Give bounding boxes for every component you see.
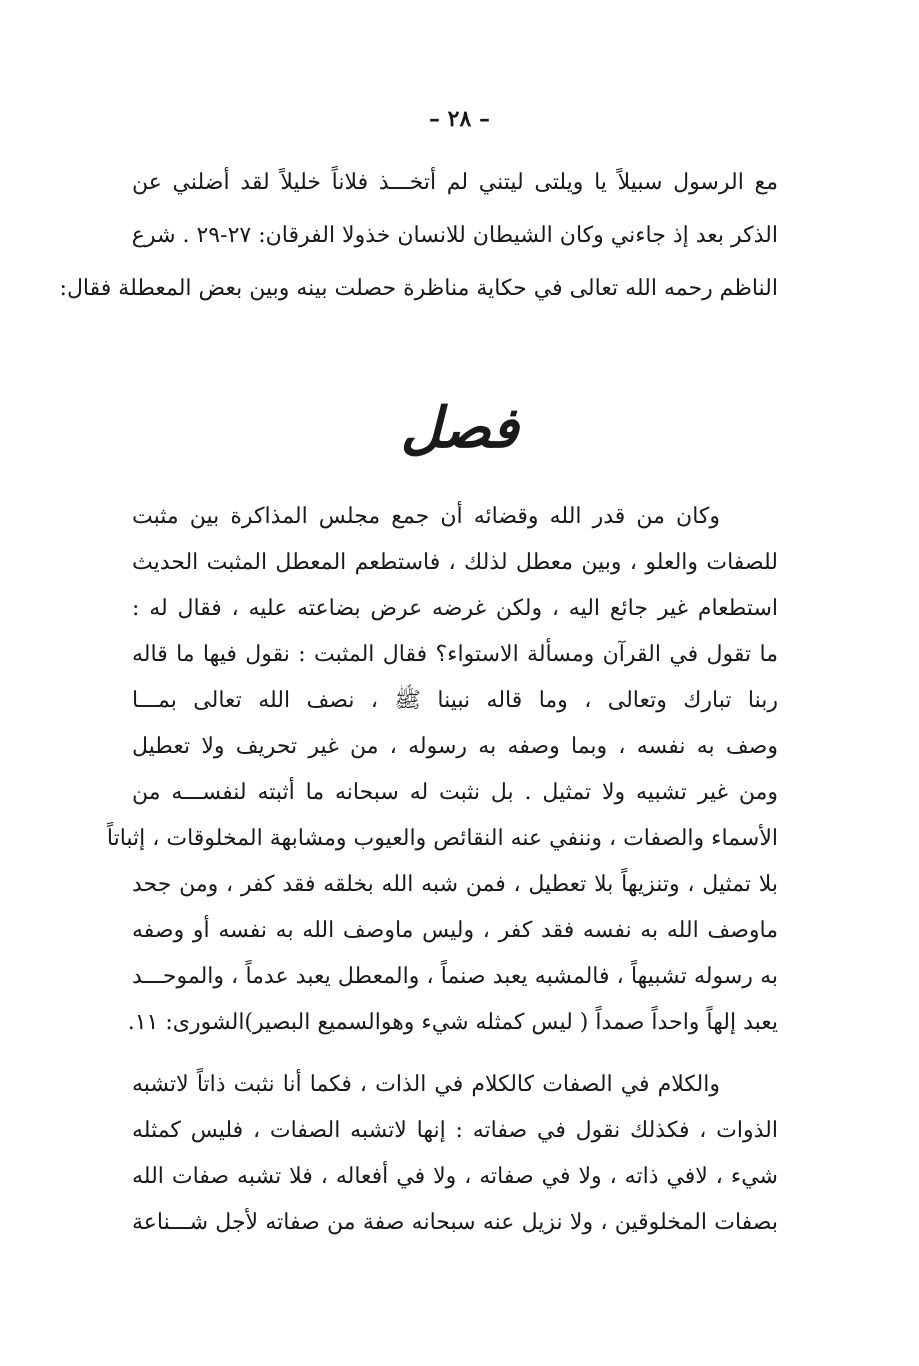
paragraph-line: للصفات والعلو ، وبين معطل لذلك ، فاستطعم المعطل المثبت الحديث	[132, 550, 778, 575]
intro-line: الذكر بعد إذ جاءني وكان الشيطان للانسان خذولا الفرقان: ٢٧-٢٩ . شرع	[131, 223, 778, 248]
paragraph-line: ماوصف الله به نفسه فقد كفر ، وليس ماوصف الله به نفسه أو وصفه	[132, 918, 778, 943]
paragraph-line: شيء ، لافي ذاته ، ولا في صفاته ، ولا في أفعاله ، فلا تشبه صفات الله	[132, 1164, 778, 1189]
paragraph-line: وصف به نفسه ، وبما وصفه به رسوله ، من غير تحريف ولا تعطيل	[132, 734, 778, 759]
paragraph-2	[132, 1062, 778, 1246]
paragraph-line: ربنا تبارك وتعالى ، وما قاله نبينا ﷺ ، نصف الله تعالى بمـــا	[132, 688, 778, 713]
section-heading: فصل	[400, 395, 519, 461]
intro-line: الناظم رحمه الله تعالى في حكاية مناظرة حصلت بينه وبين بعض المعطلة فقال:	[59, 276, 778, 301]
paragraph-line: استطعام غير جائع اليه ، ولكن غرضه عرض بضاعته عليه ، فقال له :	[132, 596, 778, 621]
paragraph-line: بلا تمثيل ، وتنزيهاً بلا تعطيل ، فمن شبه الله بخلقه فقد كفر ، ومن جحد	[132, 872, 778, 897]
paragraph-line: ما تقول في القرآن ومسألة الاستواء؟ فقال المثبت : نقول فيها ما قاله	[132, 642, 778, 667]
intro-line: مع الرسول سبيلاً يا ويلتى ليتني لم أتخـــذ فلاناً خليلاً لقد أضلني عن	[132, 170, 778, 195]
paragraph-line: الذوات ، فكذلك نقول في صفاته : إنها لاتشبه الصفات ، فليس كمثله	[132, 1118, 778, 1143]
paragraph-line: بصفات المخلوقين ، ولا نزيل عنه سبحانه صفة من صفاته لأجل شـــناعة	[132, 1210, 778, 1235]
paragraph-line: وكان من قدر الله وقضائه أن جمع مجلس المذاكرة بين مثبت	[132, 504, 720, 529]
intro-paragraph	[59, 156, 778, 315]
paragraph-line: به رسوله تشبيهاً ، فالمشبه يعبد صنماً ، والمعطل يعبد عدماً ، والموحـــد	[132, 964, 778, 989]
paragraph-line: ومن غير تشبيه ولا تمثيل . بل نثبت له سبحانه ما أثبته لنفســـه من	[132, 780, 778, 805]
paragraph-1	[106, 494, 778, 1046]
paragraph-line: الأسماء والصفات ، وننفي عنه النقائص والعيوب ومشابهة المخلوقات ، إثباتاً	[106, 826, 778, 851]
paragraph-line: يعبد إلهاً واحداً صمداً ( ليس كمثله شيء وهوالسميع البصير)الشورى: ١١.	[127, 1010, 778, 1035]
paragraph-line: والكلام في الصفات كالكلام في الذات ، فكما أنا نثبت ذاتاً لاتشبه	[132, 1072, 720, 1097]
page-number: – ٢٨ –	[429, 106, 490, 132]
